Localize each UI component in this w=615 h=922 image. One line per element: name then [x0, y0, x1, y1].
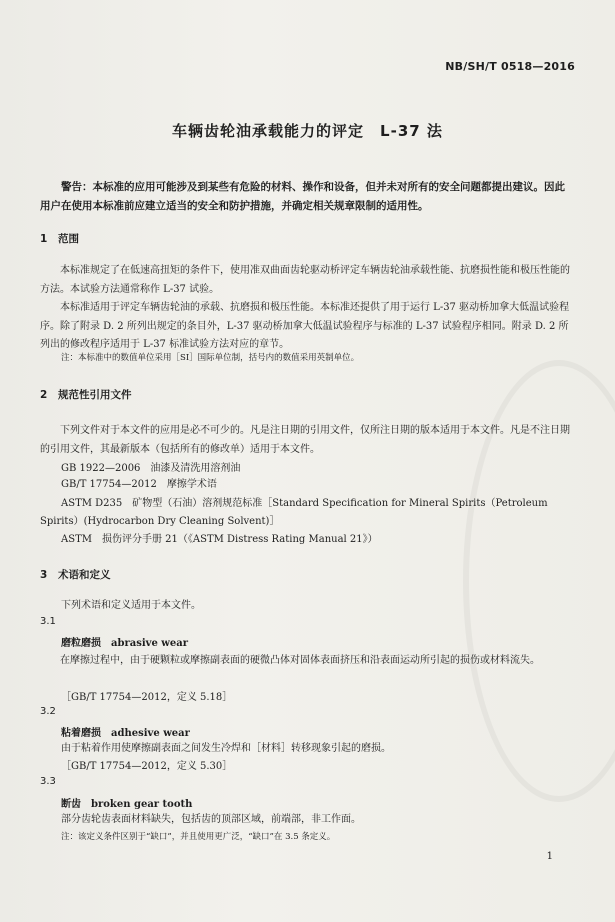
document-title: 车辆齿轮油承载能力的评定 L-37 法 — [172, 122, 443, 140]
section-number: 2 — [40, 389, 48, 401]
section-title: 术语和定义 — [58, 569, 111, 581]
term-zh: 粘着磨损 — [61, 728, 101, 739]
term-en: adhesive wear — [111, 728, 190, 739]
term-number: 3.2 — [40, 706, 56, 717]
term-en: abrasive wear — [111, 638, 189, 649]
reference-item: ASTM 损伤评分手册 21（《ASTM Distress Rating Manual 21》） — [61, 534, 378, 545]
reference-item: GB 1922—2006 油漆及清洗用溶剂油 — [61, 463, 241, 474]
term-number: 3.1 — [40, 616, 56, 627]
term-heading — [61, 724, 190, 739]
term-en: broken gear tooth — [91, 799, 193, 810]
section-1-note: 注：本标准中的数值单位采用［SI］国际单位制，括号内的数值采用英制单位。 — [61, 353, 360, 363]
section-1-paragraph-1: 本标准规定了在低速高扭矩的条件下，使用准双曲面齿轮驱动桥评定车辆齿轮油承载性能、抗磨损性能和极压性能的方法。本试验方法通常称作 L-37 试验。 — [40, 265, 570, 295]
term-heading — [61, 634, 188, 649]
reference-item: GB/T 17754—2012 摩擦学术语 — [61, 479, 217, 490]
term-source: ［GB/T 17754—2012，定义 5.30］ — [61, 761, 233, 772]
term-source: ［GB/T 17754—2012，定义 5.18］ — [61, 692, 233, 703]
standard-number: NB/SH/T 0518—2016 — [445, 60, 575, 73]
section-3-heading — [40, 567, 111, 582]
term-definition: 在摩擦过程中，由于硬颗粒或摩擦副表面的硬微凸体对固体表面挤压和沿表面运动所引起的损伤或材料流失。 — [60, 655, 540, 666]
term-note: 注：该定义条件区别于“缺口”，并且使用更广泛，“缺口”在 3.5 条定义。 — [61, 832, 336, 842]
section-1-heading — [40, 231, 79, 246]
term-number: 3.3 — [40, 776, 56, 787]
reference-item: ASTM D235 矿物型（石油）溶剂规范标准［Standard Specification for Mineral Spirits（Petroleum — [61, 498, 548, 509]
section-title: 范围 — [58, 233, 79, 245]
section-3-intro: 下列术语和定义适用于本文件。 — [61, 600, 201, 611]
term-zh: 断齿 — [61, 799, 81, 810]
section-number: 3 — [40, 569, 48, 581]
section-2-heading — [40, 387, 132, 402]
term-definition: 由于粘着作用使摩擦副表面之间发生冷焊和［材料］转移现象引起的磨损。 — [61, 743, 391, 754]
section-1-paragraph-2: 本标准适用于评定车辆齿轮油的承载、抗磨损和极压性能。本标准还提供了用于运行 L-37 驱动桥加拿大低温试验程序。除了附录 D. 2 所列出规定的条目外，L-37 驱动桥加拿大低温试验程序与标准的 L-37 试验程序相同。附录 D. 2 所列出的修改程序适用于 L-37 标准试验方法对应的章节。 — [40, 302, 570, 350]
page-number: 1 — [546, 851, 553, 862]
term-definition: 部分齿轮齿表面材料缺失，包括齿的顶部区域，前端部，非工作面。 — [61, 814, 361, 825]
section-title: 规范性引用文件 — [58, 389, 132, 401]
section-2-intro: 下列文件对于本文件的应用是必不可少的。凡是注日期的引用文件，仅所注日期的版本适用于本文件。凡是不注日期的引用文件，其最新版本（包括所有的修改单）适用于本文件。 — [40, 425, 570, 455]
term-zh: 磨粒磨损 — [61, 638, 101, 649]
term-heading — [61, 795, 192, 810]
section-number: 1 — [40, 233, 48, 245]
reference-item-continued: Spirits）(Hydrocarbon Dry Cleaning Solvent)］ — [40, 516, 280, 527]
warning-paragraph: 警告：本标准的应用可能涉及到某些有危险的材料、操作和设备，但并未对所有的安全问题都提出建议。因此用户在使用本标准前应建立适当的安全和防护措施，并确定相关规章限制的适用性。 — [40, 181, 565, 212]
